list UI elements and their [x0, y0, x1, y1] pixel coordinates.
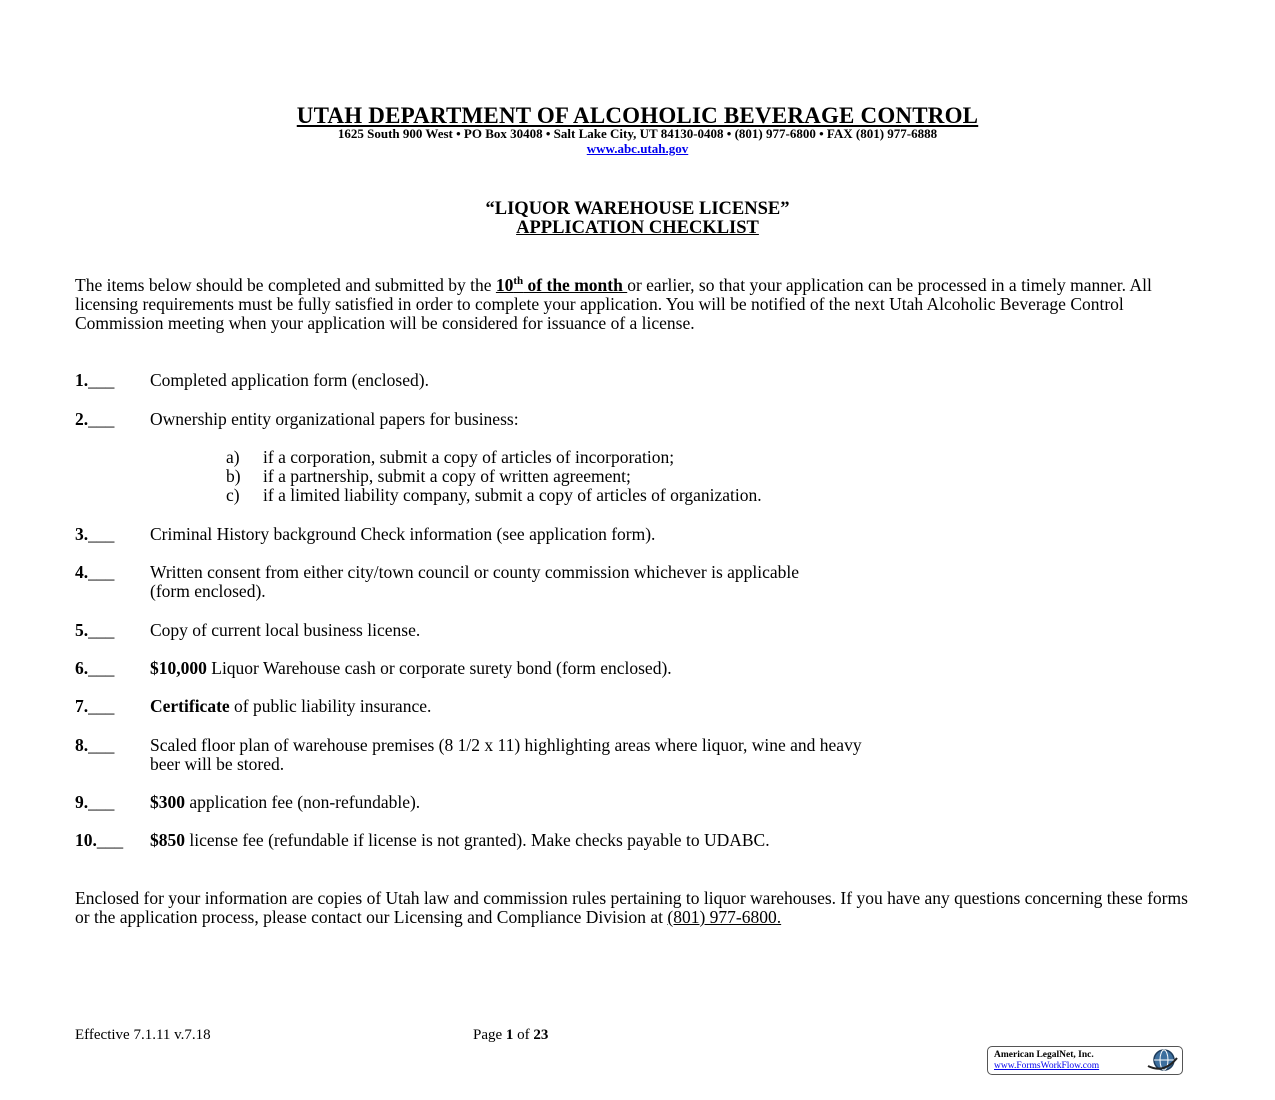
item-number: 5.___: [75, 620, 115, 640]
license-title: “LIQUOR WAREHOUSE LICENSE”: [485, 199, 790, 219]
item-number: 4.___: [75, 562, 115, 582]
deadline-number: 10: [495, 275, 514, 295]
effective-date: Effective 7.1.11 v.7.18: [75, 1027, 211, 1043]
logo-company-name: American LegalNet, Inc.: [994, 1050, 1094, 1060]
item-number: 2.___: [75, 409, 115, 429]
item-text: Written consent from either city/town council or county commission whichever is applicable (form enclosed).: [150, 562, 800, 601]
item-blank[interactable]: ___: [88, 696, 115, 716]
intro-text-after: or earlier, so that your application can be processed in a timely manner. All licensing requirements must be fully satisfied in order to complete your application. You will be notified of the next Utah Alcoholic Beverage Control Commission meeting when your application will be considered for issuance of a license.: [75, 275, 1152, 333]
deadline-suffix: th: [513, 275, 524, 287]
item-blank[interactable]: ___: [88, 370, 115, 390]
subitem-text: if a corporation, submit a copy of articles of incorporation;: [263, 447, 675, 467]
item-number: 1.___: [75, 370, 115, 390]
checklist-title: APPLICATION CHECKLIST: [516, 218, 759, 238]
item-number: 8.___: [75, 735, 115, 755]
subitem-c: [226, 486, 1126, 505]
item-text: $850 license fee (refundable if license is not granted). Make checks payable to UDABC.: [150, 830, 770, 850]
item-text: Ownership entity organizational papers for business:: [150, 409, 519, 429]
item-blank[interactable]: ___: [88, 792, 115, 812]
deadline-highlight: [496, 275, 627, 295]
item-number: 10.___: [75, 830, 124, 850]
deadline-rest: of the month: [523, 275, 628, 295]
item-text: Scaled floor plan of warehouse premises (8 1/2 x 11) highlighting areas where liquor, wine and heavy beer will be stored.: [150, 735, 862, 774]
item-number: 3.___: [75, 524, 115, 544]
item-text: Copy of current local business license.: [150, 620, 421, 640]
subitem-letter: b): [226, 466, 241, 486]
item-blank[interactable]: ___: [88, 658, 115, 678]
department-website-link[interactable]: www.abc.utah.gov: [586, 141, 689, 156]
subitem-text: if a partnership, submit a copy of written agreement;: [263, 466, 631, 486]
item-number: 9.___: [75, 792, 115, 812]
page-number: Page 1 of 23: [473, 1027, 549, 1043]
item-blank[interactable]: ___: [88, 620, 115, 640]
subitem-b: [226, 467, 1126, 486]
intro-text-before: The items below should be completed and submitted by the: [75, 275, 496, 295]
logo-website-link[interactable]: www.FormsWorkFlow.com: [994, 1061, 1100, 1071]
closing-text: Enclosed for your information are copies of Utah law and commission rules pertaining to liquor warehouses. If you have any questions concerning these forms or the application process, please contact our Licensing and Compliance Division at: [75, 888, 1188, 927]
item-bold: $10,000: [150, 658, 207, 678]
contact-phone: (801) 977-6800.: [667, 907, 782, 927]
item-text: $10,000 Liquor Warehouse cash or corporate surety bond (form enclosed).: [150, 658, 672, 678]
item-text: Certificate of public liability insurance.: [150, 696, 432, 716]
item-number: 7.___: [75, 696, 115, 716]
item-text: $300 application fee (non-refundable).: [150, 792, 421, 812]
item-bold: $850: [150, 830, 185, 850]
item-blank[interactable]: ___: [88, 524, 115, 544]
item-text: Criminal History background Check information (see application form).: [150, 524, 656, 544]
closing-paragraph: [75, 889, 1205, 927]
department-title: UTAH DEPARTMENT OF ALCOHOLIC BEVERAGE CONTROL: [296, 103, 979, 128]
globe-icon: [1144, 1048, 1178, 1072]
item-number: 6.___: [75, 658, 115, 678]
item-blank[interactable]: ___: [88, 562, 115, 582]
item-blank[interactable]: ___: [88, 735, 115, 755]
intro-paragraph: [75, 276, 1205, 333]
item-bold: Certificate: [150, 696, 230, 716]
subitem-text: if a limited liability company, submit a copy of articles of organization.: [263, 485, 762, 505]
american-legalnet-logo[interactable]: [987, 1046, 1183, 1075]
subitem-letter: c): [226, 485, 240, 505]
item-bold: $300: [150, 792, 185, 812]
subitem-a: [226, 448, 1126, 467]
item-blank[interactable]: ___: [88, 409, 115, 429]
item-blank[interactable]: ___: [96, 830, 124, 850]
subitem-letter: a): [226, 447, 240, 467]
item-text: Completed application form (enclosed).: [150, 370, 429, 390]
department-address: 1625 South 900 West • PO Box 30408 • Salt Lake City, UT 84130-0408 • (801) 977-6800 • FAX (801) 977-6888: [337, 126, 938, 141]
